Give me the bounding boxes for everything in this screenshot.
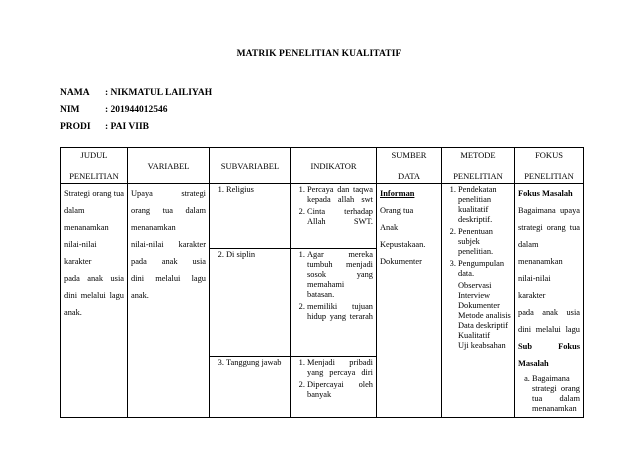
info-row-prodi xyxy=(60,122,149,132)
info-value: : PAI VIIB xyxy=(105,122,149,132)
info-key: PRODI xyxy=(60,122,91,132)
judul-cell: Strategi orang tua dalam menanamkan nilai-nilai karakter pada anak usia dini melalui lagu anak. xyxy=(61,184,128,418)
header-indikator: INDIKATOR xyxy=(291,148,377,184)
header-row xyxy=(61,148,584,184)
metode-cell: 1. Pendekatan penelitian kualitatif deskriptif. 2. Penentuan subjek penelitian. 3. Pengumpulan data. Observasi Interview Dokumenter Metode analisis Data deskriptif Kualitatif Uji keabsahan xyxy=(442,184,515,418)
sumber-cell: Informan Orang tua Anak Kepustakaan. Dokumenter xyxy=(377,184,442,418)
header-fokus: FOKUS PENELITIAN xyxy=(515,148,584,184)
info-key: NIM xyxy=(60,105,80,115)
indikator-tanggung-jawab: 1. Menjadi pribadi yang percaya diri 2. Dipercayai oleh banyak xyxy=(291,356,377,417)
fokus-cell: Fokus Masalah Bagaimana upaya strategi orang tua dalam menanamkan nilai-nilai karakter pada anak usia dini melalui lagu Sub Fokus Masalah a. Bagaimana strategi orang tua dalam menanamkan xyxy=(515,184,584,418)
document-title: MATRIK PENELITIAN KUALITATIF xyxy=(236,49,402,59)
header-variabel: VARIABEL xyxy=(128,148,210,184)
info-row-nim xyxy=(60,105,168,115)
subvariabel-tanggung-jawab: 3. Tanggung jawab xyxy=(210,356,291,417)
research-matrix-table xyxy=(60,147,584,418)
variabel-cell: Upaya strategi orang tua dalam menanamkan nilai-nilai karakter pada anak usia dini melalui lagu anak. xyxy=(128,184,210,418)
header-judul: JUDUL PENELITIAN xyxy=(61,148,128,184)
header-metode: METODE PENELITIAN xyxy=(442,148,515,184)
indikator-disiplin: 1. Agar mereka tumbuh menjadi sosok yang memahami batasan. 2. memiliki tujuan hidup yang terarah xyxy=(291,248,377,356)
subvariabel-religius: 1. Religius xyxy=(210,184,291,249)
info-row-nama xyxy=(60,88,212,98)
table-row xyxy=(61,184,584,249)
header-sumber: SUMBER DATA xyxy=(377,148,442,184)
info-value: : NIKMATUL LAILIYAH xyxy=(105,88,213,98)
header-subvariabel: SUBVARIABEL xyxy=(210,148,291,184)
info-value: : 201944012546 xyxy=(105,105,168,115)
info-key: NAMA xyxy=(60,88,90,98)
subvariabel-disiplin: 2. Di siplin xyxy=(210,248,291,356)
indikator-religius: 1. Percaya dan taqwa kepada allah swt 2. Cinta terhadap Allah SWT. xyxy=(291,184,377,249)
